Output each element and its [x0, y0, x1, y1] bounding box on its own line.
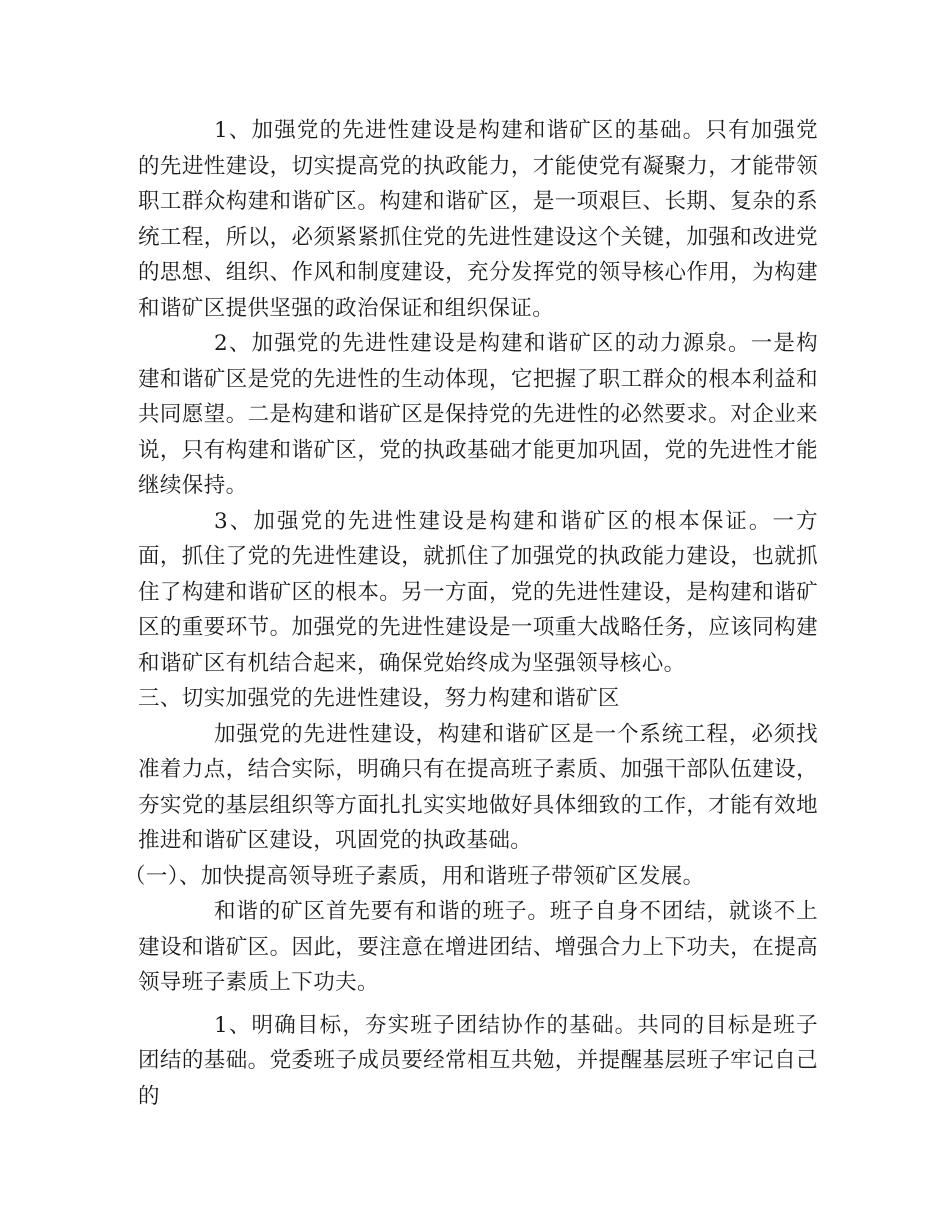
document-page	[124, 113, 818, 1114]
paragraph-6: 1、明确目标，夯实班子团结协作的基础。共同的目标是班子团结的基础。党委班子成员要经常相互共勉，并提醒基层班子牢记自己的	[138, 1012, 818, 1109]
section-heading-3: 三、切实加强党的先进性建设，努力构建和谐矿区	[138, 686, 620, 711]
paragraph-5: 和谐的矿区首先要有和谐的班子。班子自身不团结，就谈不上建设和谐矿区。因此，要注意在增进团结、增强合力上下功夫，在提高领导班子素质上下功夫。	[138, 899, 818, 995]
paragraph-2: 2、加强党的先进性建设是构建和谐矿区的动力源泉。一是构建和谐矿区是党的先进性的生动体现，它把握了职工群众的根本利益和共同愿望。二是构建和谐矿区是保持党的先进性的必然要求。对企业来说，只有构建和谐矿区，党的执政基础才能更加巩固，党的先进性才能继续保持。	[138, 331, 818, 498]
paragraph-1: 1、加强党的先进性建设是构建和谐矿区的基础。只有加强党的先进性建设，切实提高党的执政能力，才能使党有凝聚力，才能带领职工群众构建和谐矿区。构建和谐矿区，是一项艰巨、长期、复杂的系统工程，所以，必须紧紧抓住党的先进性建设这个关键，加强和改进党的思想、组织、作风和制度建设，充分发挥党的领导核心作用，为构建和谐矿区提供坚强的政治保证和组织保证。	[138, 118, 818, 321]
paragraph-3: 3、加强党的先进性建设是构建和谐矿区的根本保证。一方面，抓住了党的先进性建设，就抓住了加强党的执政能力建设，也就抓住了构建和谐矿区的根本。另一方面，党的先进性建设，是构建和谐矿区的重要环节。加强党的先进性建设是一项重大战略任务，应该同构建和谐矿区有机结合起来，确保党始终成为坚强领导核心。	[138, 508, 818, 676]
paragraph-4: 加强党的先进性建设，构建和谐矿区是一个系统工程，必须找准着力点，结合实际，明确只有在提高班子素质、加强干部队伍建设，夯实党的基层组织等方面扎扎实实地做好具体细致的工作，才能有效地推进和谐矿区建设，巩固党的执政基础。	[138, 721, 818, 853]
subsection-heading-1: （一）、加快提高领导班子素质，用和谐班子带领矿区发展。	[124, 863, 705, 889]
